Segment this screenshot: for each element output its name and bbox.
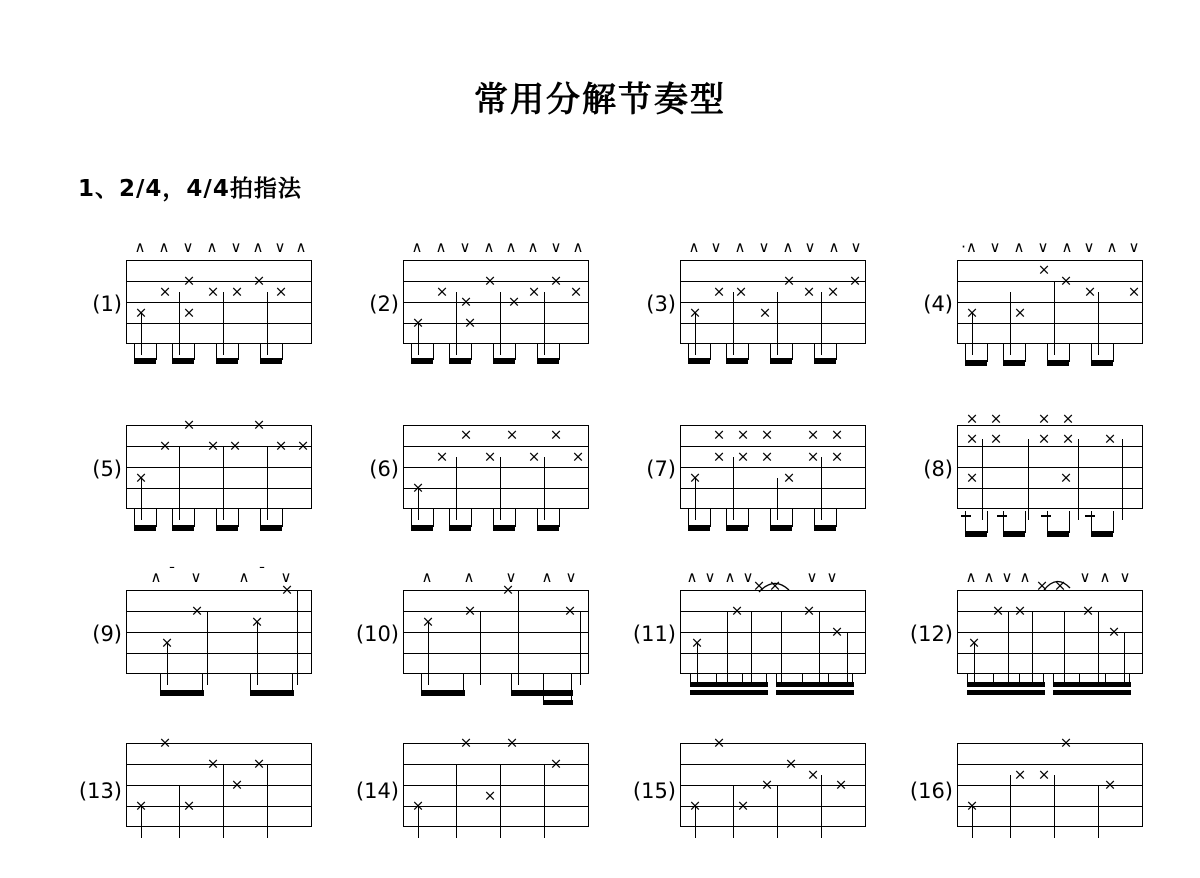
pattern-cell bbox=[614, 733, 891, 843]
pattern-cell bbox=[891, 733, 1168, 843]
pattern-notation bbox=[680, 403, 870, 548]
pattern-notation bbox=[957, 733, 1147, 878]
stroke-mark: ∨ bbox=[274, 238, 286, 256]
pattern-cell bbox=[337, 568, 614, 713]
stroke-mark: ∧ bbox=[134, 238, 146, 256]
pattern-cell bbox=[614, 403, 891, 548]
stroke-marks bbox=[403, 403, 593, 425]
staff: × × × × × × × × × bbox=[403, 260, 589, 344]
pattern-label: (8) bbox=[923, 457, 953, 481]
stroke-mark: ∧ bbox=[206, 238, 218, 256]
pattern-notation bbox=[957, 238, 1147, 383]
pattern-notation bbox=[403, 238, 593, 383]
pattern-cell bbox=[60, 733, 337, 843]
pattern-row bbox=[60, 403, 1170, 548]
stroke-marks bbox=[680, 403, 870, 425]
pattern-row bbox=[60, 564, 1170, 713]
stroke-marks bbox=[126, 403, 316, 425]
stroke-mark: ∧ bbox=[252, 238, 264, 256]
pattern-label: (16) bbox=[909, 779, 953, 803]
staff: × × × × × × bbox=[957, 260, 1143, 344]
pattern-cell bbox=[614, 568, 891, 713]
staff: × × × × × bbox=[403, 743, 589, 827]
pattern-notation bbox=[957, 568, 1147, 713]
pattern-notation bbox=[126, 564, 316, 713]
stroke-mark: ∨ bbox=[182, 238, 194, 256]
pattern-label: (6) bbox=[369, 457, 399, 481]
stroke-marks: ∧ ∨ ∧ ∨ ∧ ∨ ∧ ∨ bbox=[688, 238, 862, 256]
page-title: 常用分解节奏型 bbox=[474, 80, 726, 120]
pattern-cell bbox=[60, 403, 337, 548]
pattern-label: (1) bbox=[92, 292, 122, 316]
pattern-cell bbox=[60, 238, 337, 383]
pattern-cell bbox=[614, 238, 891, 383]
pattern-label: (13) bbox=[78, 779, 122, 803]
pattern-cell bbox=[891, 403, 1168, 548]
pattern-label: (12) bbox=[909, 622, 953, 646]
pattern-label: (14) bbox=[355, 779, 399, 803]
pattern-cell bbox=[337, 238, 614, 383]
staff: × × × × × × × bbox=[957, 590, 1143, 674]
staff: × × × × × × bbox=[126, 743, 312, 827]
stroke-marks: ∧ ∧ ∨ ∧ ∨ ∧ ∨ bbox=[965, 568, 1131, 586]
stroke-marks: ∧ ˉ ∨ ∧ ˉ ∨ bbox=[150, 564, 292, 586]
staff: × × × × × × × × bbox=[126, 425, 312, 509]
pattern-label: (7) bbox=[646, 457, 676, 481]
pattern-label: (3) bbox=[646, 292, 676, 316]
staff: × × × × × bbox=[957, 743, 1143, 827]
pattern-notation bbox=[957, 403, 1147, 548]
staff: × × × × × × × × × × × bbox=[957, 425, 1143, 509]
staff: × × × × × × × × bbox=[403, 425, 589, 509]
pattern-notation bbox=[126, 238, 316, 383]
pattern-label: (15) bbox=[632, 779, 676, 803]
stroke-mark: ∧ bbox=[295, 238, 307, 256]
staff: × × × × × × × × bbox=[126, 260, 312, 344]
pattern-cell bbox=[60, 564, 337, 713]
staff: × × × × bbox=[403, 590, 589, 674]
pattern-notation bbox=[403, 733, 593, 878]
stroke-marks: ∧ ∨ ∧ ∨ ∨ ∨ bbox=[686, 568, 838, 586]
stroke-marks: ∧ ∧ ∨ ∧ ∧ ∧ ∨ ∧ bbox=[411, 238, 584, 256]
pattern-label: (2) bbox=[369, 292, 399, 316]
pattern-label: (11) bbox=[632, 622, 676, 646]
pattern-row bbox=[60, 238, 1170, 383]
section-heading: 1、2/4，4/4拍指法 bbox=[78, 176, 302, 202]
stroke-mark: ∨ bbox=[230, 238, 242, 256]
pattern-label: (4) bbox=[923, 292, 953, 316]
staff: × × × × bbox=[126, 590, 312, 674]
stroke-marks: ∧ ∧ ∨ ∧ ∨ bbox=[421, 568, 577, 586]
pattern-notation bbox=[680, 238, 870, 383]
stroke-marks: ·∧ ∨ ∧ ∨ ∧ ∨ ∧ ∨ bbox=[961, 238, 1140, 256]
pattern-notation bbox=[126, 733, 316, 878]
pattern-cell bbox=[891, 568, 1168, 713]
staff: × × × × × × × bbox=[680, 743, 866, 827]
pattern-notation bbox=[403, 568, 593, 713]
pattern-row bbox=[60, 733, 1170, 843]
stroke-marks bbox=[957, 403, 1147, 425]
pattern-cell bbox=[891, 238, 1168, 383]
staff: × × × × × × bbox=[680, 590, 866, 674]
pattern-cell bbox=[337, 403, 614, 548]
pattern-grid bbox=[60, 238, 1170, 863]
pattern-notation bbox=[126, 403, 316, 548]
pattern-notation bbox=[403, 403, 593, 548]
stroke-mark: ∧ bbox=[158, 238, 170, 256]
pattern-label: (9) bbox=[92, 622, 122, 646]
pattern-notation bbox=[680, 733, 870, 878]
staff: × × × × × × × × bbox=[680, 260, 866, 344]
stroke-marks bbox=[126, 238, 316, 260]
staff: × × × × × × × × × × × × bbox=[680, 425, 866, 509]
pattern-label: (5) bbox=[92, 457, 122, 481]
pattern-cell bbox=[337, 733, 614, 843]
pattern-notation bbox=[680, 568, 870, 713]
pattern-label: (10) bbox=[355, 622, 399, 646]
